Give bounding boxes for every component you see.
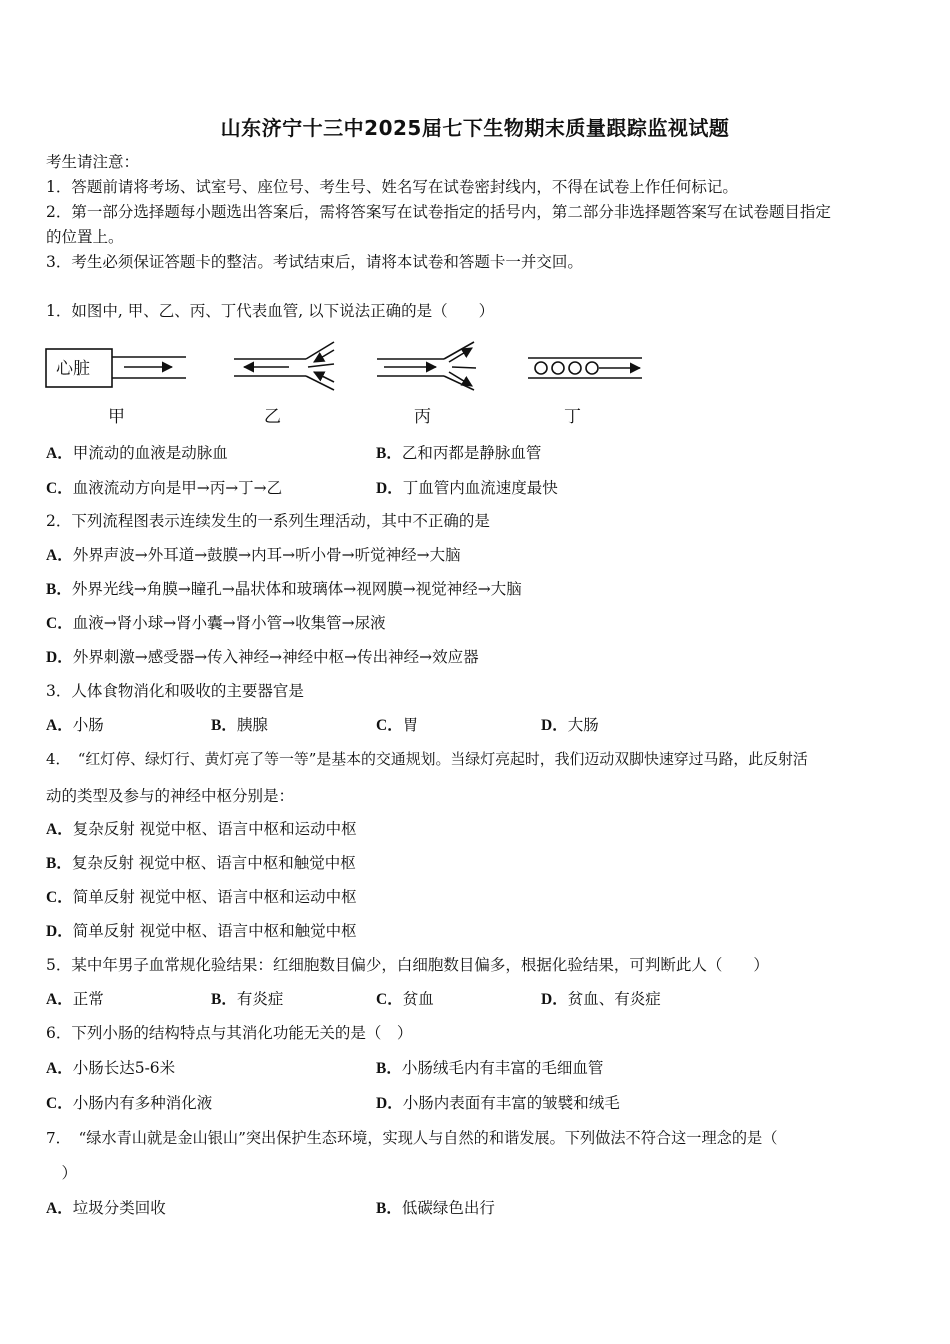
q3-option-a[interactable] (46, 715, 104, 736)
q7-stem-line2: ） (46, 1164, 78, 1182)
option-label: C． (376, 991, 403, 1008)
q2-option-d[interactable] (46, 647, 479, 668)
q1-option-c[interactable] (46, 478, 282, 499)
q2-option-a[interactable] (46, 545, 461, 566)
q5-option-c[interactable] (376, 989, 434, 1010)
option-text: 小肠 (72, 716, 104, 734)
q2-option-c[interactable] (46, 613, 386, 634)
option-text: 胃 (402, 716, 419, 734)
option-label: A． (46, 991, 73, 1008)
vessel-ding-diagram (528, 358, 642, 378)
option-label: D． (541, 717, 568, 734)
option-label: A． (46, 717, 73, 734)
option-label: B． (376, 1200, 402, 1217)
option-text: 复杂反射 视觉中枢、语言中枢和运动中枢 (72, 820, 357, 838)
option-text: 有炎症 (236, 990, 284, 1008)
label-jia: 甲 (108, 407, 125, 427)
option-label: C． (46, 889, 73, 906)
q1-option-d[interactable] (376, 478, 558, 499)
notice-item: 的位置上。 (46, 228, 124, 246)
notice-heading: 考生请注意： (46, 153, 140, 171)
option-text: 小肠内有多种消化液 (72, 1094, 213, 1112)
option-label: A． (46, 1060, 73, 1077)
vessel-bing-diagram (377, 342, 476, 390)
option-label: A． (46, 445, 73, 462)
option-label: A． (46, 821, 73, 838)
notice-item: 2．第一部分选择题每小题选出答案后，需将答案写在试卷指定的括号内，第二部分非选择题答案写在试卷题目指定 (46, 203, 831, 221)
q7-option-b[interactable] (376, 1198, 495, 1219)
q3-option-b[interactable] (211, 715, 268, 736)
q4-stem-line1: 4． “红灯停、绿灯行、黄灯亮了等一等”是基本的交通规划。当绿灯亮起时，我们迈动双脚快速穿过马路，此反射活 (46, 750, 808, 768)
option-text: 胰腺 (236, 716, 268, 734)
option-text: 贫血、有炎症 (567, 990, 661, 1008)
q4-stem-line2: 动的类型及参与的神经中枢分别是： (46, 787, 295, 805)
q7-option-a[interactable] (46, 1198, 166, 1219)
q6-option-b[interactable] (376, 1058, 603, 1079)
option-label: B． (46, 855, 72, 872)
notice-item: 1．答题前请将考场、试室号、座位号、考生号、姓名写在试卷密封线内，不得在试卷上作任何标记。 (46, 178, 738, 196)
option-label: A． (46, 547, 73, 564)
q2-option-b[interactable] (46, 579, 522, 600)
option-label: D． (46, 923, 73, 940)
option-label: B． (376, 1060, 402, 1077)
option-text: 小肠绒毛内有丰富的毛细血管 (401, 1059, 604, 1077)
vessel-yi-diagram (234, 342, 334, 390)
option-label: D． (46, 649, 73, 666)
option-text: 外界刺激→感受器→传入神经→神经中枢→传出神经→效应器 (72, 648, 479, 666)
option-text: 外界声波→外耳道→鼓膜→内耳→听小骨→听觉神经→大脑 (72, 546, 461, 564)
q3-option-d[interactable] (541, 715, 599, 736)
q4-option-c[interactable] (46, 887, 357, 908)
q4-option-b[interactable] (46, 853, 356, 874)
option-label: B． (211, 991, 237, 1008)
q6-option-c[interactable] (46, 1093, 212, 1114)
q6-stem: 6．下列小肠的结构特点与其消化功能无关的是（ ） (46, 1024, 413, 1042)
label-ding: 丁 (564, 407, 581, 427)
option-text: 垃圾分类回收 (72, 1199, 166, 1217)
heart-label: 心脏 (56, 359, 90, 379)
option-text: 乙和丙都是静脉血管 (401, 444, 542, 462)
q4-option-d[interactable] (46, 921, 357, 942)
option-text: 简单反射 视觉中枢、语言中枢和运动中枢 (72, 888, 357, 906)
option-text: 简单反射 视觉中枢、语言中枢和触觉中枢 (72, 922, 357, 940)
q5-option-d[interactable] (541, 989, 661, 1010)
option-label: D． (376, 480, 403, 497)
option-text: 小肠长达5-6米 (72, 1059, 176, 1077)
option-label: C． (46, 615, 73, 632)
option-text: 大肠 (567, 716, 599, 734)
notice-item: 3．考生必须保证答题卡的整洁。考试结束后，请将本试卷和答题卡一并交回。 (46, 253, 583, 271)
option-text: 丁血管内血流速度最快 (402, 479, 558, 497)
option-label: D． (376, 1095, 403, 1112)
option-label: B． (376, 445, 402, 462)
q2-stem: 2．下列流程图表示连续发生的一系列生理活动，其中不正确的是 (46, 512, 490, 530)
option-label: D． (541, 991, 568, 1008)
q6-option-d[interactable] (376, 1093, 620, 1114)
option-label: C． (46, 480, 73, 497)
page-title: 山东济宁十三中2025届七下生物期末质量跟踪监视试题 (220, 116, 730, 140)
option-label: B． (46, 581, 72, 598)
label-bing: 丙 (414, 407, 431, 427)
q5-option-a[interactable] (46, 989, 104, 1010)
option-text: 外界光线→角膜→瞳孔→晶状体和玻璃体→视网膜→视觉神经→大脑 (71, 580, 522, 598)
option-text: 复杂反射 视觉中枢、语言中枢和触觉中枢 (71, 854, 356, 872)
option-label: C． (376, 717, 403, 734)
option-text: 小肠内表面有丰富的皱襞和绒毛 (402, 1094, 620, 1112)
q5-option-b[interactable] (211, 989, 283, 1010)
q3-stem: 3．人体食物消化和吸收的主要器官是 (46, 682, 304, 700)
label-yi: 乙 (264, 407, 281, 427)
option-text: 血液→肾小球→肾小囊→肾小管→收集管→尿液 (72, 614, 386, 632)
option-text: 血液流动方向是甲→丙→丁→乙 (72, 479, 283, 497)
option-label: C． (46, 1095, 73, 1112)
q1-stem: 1．如图中, 甲、乙、丙、丁代表血管, 以下说法正确的是（ ） (46, 302, 495, 320)
option-label: A． (46, 1200, 73, 1217)
q1-option-a[interactable] (46, 443, 228, 464)
option-text: 低碳绿色出行 (401, 1199, 495, 1217)
q1-option-b[interactable] (376, 443, 541, 464)
blood-vessel-figure (44, 338, 654, 430)
option-text: 甲流动的血液是动脉血 (72, 444, 228, 462)
q7-stem-line1: 7． “绿水青山就是金山银山”突出保护生态环境，实现人与自然的和谐发展。下列做法不符合这一理念的是（ (46, 1129, 778, 1147)
q4-option-a[interactable] (46, 819, 357, 840)
option-text: 正常 (72, 990, 104, 1008)
q3-option-c[interactable] (376, 715, 418, 736)
option-text: 贫血 (402, 990, 434, 1008)
option-label: B． (211, 717, 237, 734)
q5-stem: 5．某中年男子血常规化验结果：红细胞数目偏少，白细胞数目偏多，根据化验结果，可判断此人（ ） (46, 956, 769, 974)
q6-option-a[interactable] (46, 1058, 175, 1079)
